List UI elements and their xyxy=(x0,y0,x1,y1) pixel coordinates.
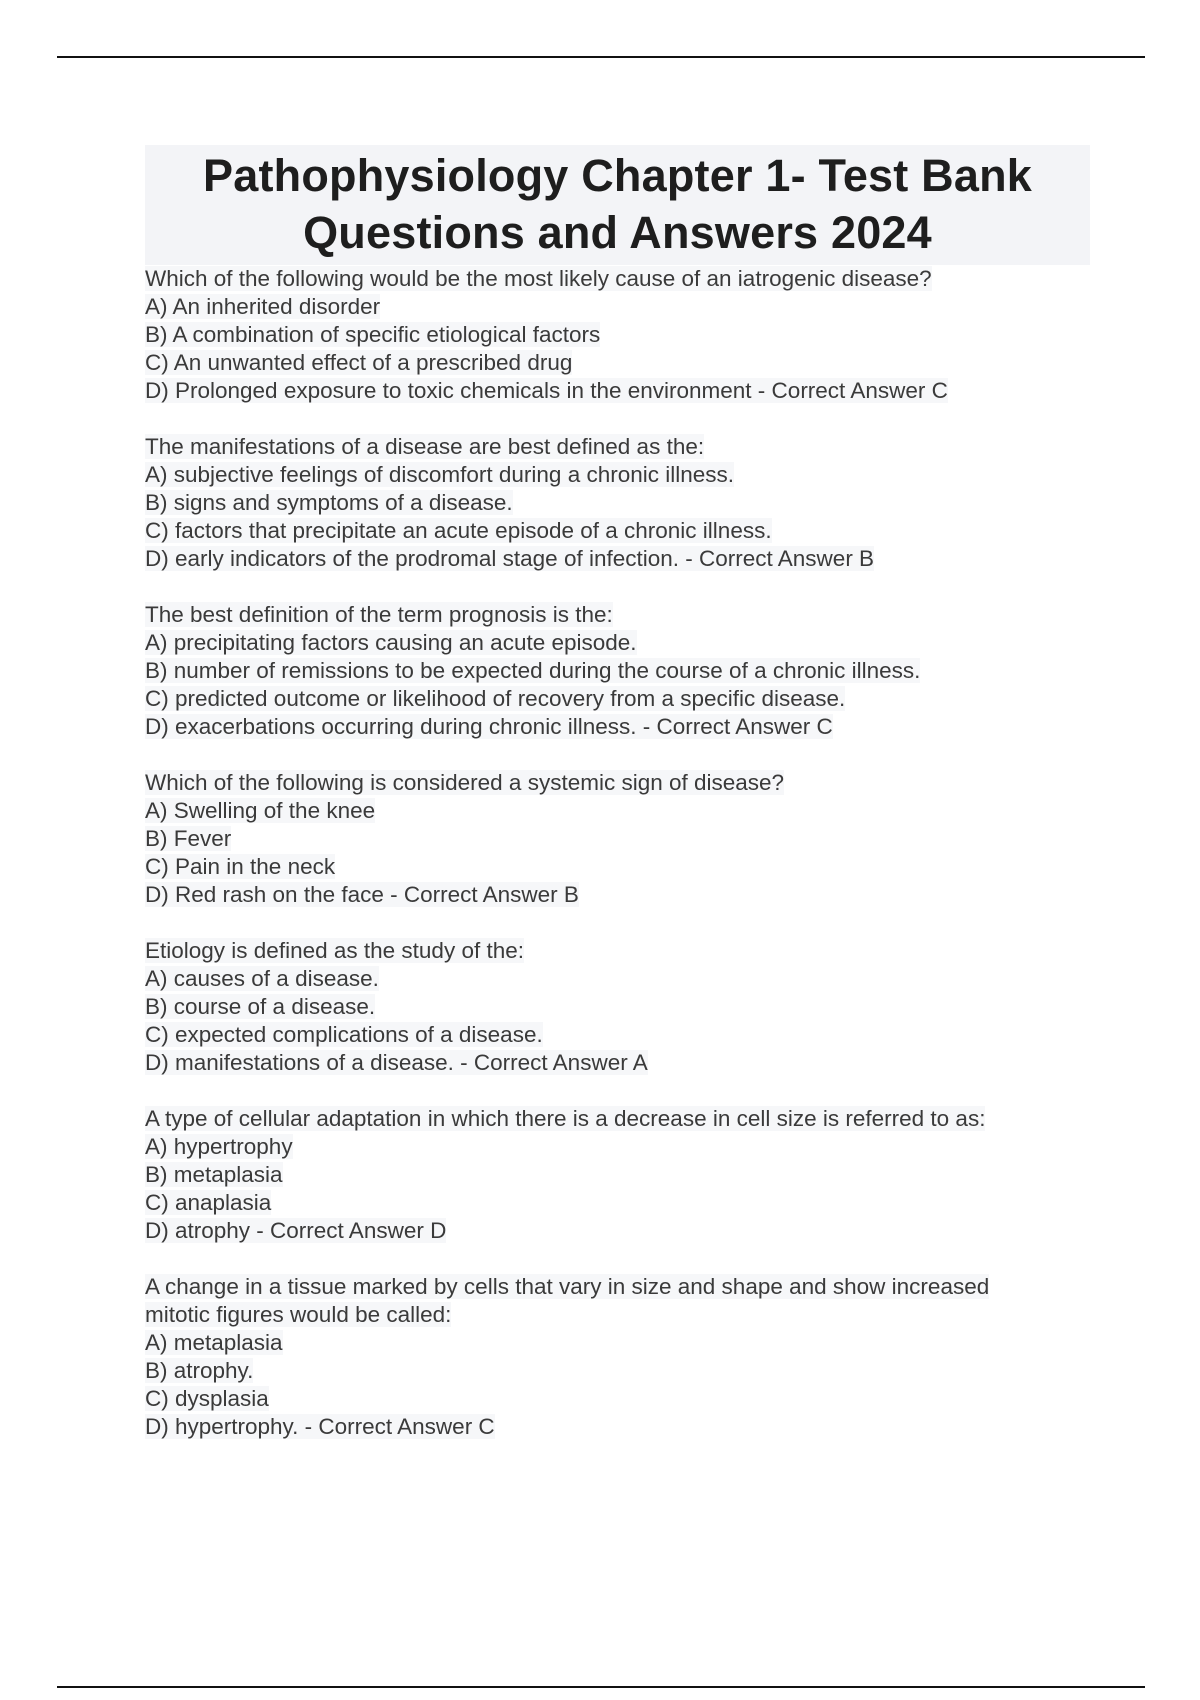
title-line-2: Questions and Answers 2024 xyxy=(303,207,932,258)
option-d-with-answer: D) Red rash on the face - Correct Answer B xyxy=(145,882,579,907)
option-d-with-answer: D) hypertrophy. - Correct Answer C xyxy=(145,1414,495,1439)
option-c: C) expected complications of a disease. xyxy=(145,1022,543,1047)
option-c: C) anaplasia xyxy=(145,1190,272,1215)
option-a: A) hypertrophy xyxy=(145,1134,293,1159)
option-b: B) metaplasia xyxy=(145,1162,283,1187)
option-c: C) Pain in the neck xyxy=(145,854,336,879)
question-2 xyxy=(145,433,1090,573)
question-1 xyxy=(145,265,1090,405)
question-stem-line-1: A change in a tissue marked by cells that vary in size and shape and show increased xyxy=(145,1274,990,1299)
option-b: B) atrophy. xyxy=(145,1358,254,1383)
option-a: A) precipitating factors causing an acute episode. xyxy=(145,630,637,655)
option-b: B) number of remissions to be expected during the course of a chronic illness. xyxy=(145,658,921,683)
option-b: B) course of a disease. xyxy=(145,994,376,1019)
document-body xyxy=(145,145,1090,1469)
document-title xyxy=(145,145,1090,265)
question-stem: A type of cellular adaptation in which there is a decrease in cell size is referred to as: xyxy=(145,1106,986,1131)
option-a: A) subjective feelings of discomfort during a chronic illness. xyxy=(145,462,735,487)
option-d-with-answer: D) exacerbations occurring during chronic illness. - Correct Answer C xyxy=(145,714,833,739)
option-c: C) An unwanted effect of a prescribed drug xyxy=(145,350,573,375)
question-7 xyxy=(145,1273,1090,1441)
bottom-rule xyxy=(57,1686,1145,1688)
question-stem: Etiology is defined as the study of the: xyxy=(145,938,524,963)
question-3 xyxy=(145,601,1090,741)
question-stem: The best definition of the term prognosis is the: xyxy=(145,602,613,627)
question-stem: Which of the following is considered a systemic sign of disease? xyxy=(145,770,785,795)
option-b: B) Fever xyxy=(145,826,232,851)
question-5 xyxy=(145,937,1090,1077)
option-b: B) signs and symptoms of a disease. xyxy=(145,490,513,515)
question-stem-line-2: mitotic figures would be called: xyxy=(145,1302,452,1327)
option-c: C) predicted outcome or likelihood of recovery from a specific disease. xyxy=(145,686,846,711)
title-line-1: Pathophysiology Chapter 1- Test Bank xyxy=(203,150,1032,201)
top-rule xyxy=(57,56,1145,58)
question-4 xyxy=(145,769,1090,909)
question-stem: The manifestations of a disease are best defined as the: xyxy=(145,434,705,459)
option-c: C) dysplasia xyxy=(145,1386,269,1411)
option-d-with-answer: D) early indicators of the prodromal stage of infection. - Correct Answer B xyxy=(145,546,875,571)
option-b: B) A combination of specific etiological factors xyxy=(145,322,601,347)
option-c: C) factors that precipitate an acute episode of a chronic illness. xyxy=(145,518,772,543)
option-a: A) An inherited disorder xyxy=(145,294,381,319)
question-list xyxy=(145,265,1090,1441)
question-stem: Which of the following would be the most likely cause of an iatrogenic disease? xyxy=(145,266,932,291)
option-d-with-answer: D) manifestations of a disease. - Correct Answer A xyxy=(145,1050,648,1075)
question-6 xyxy=(145,1105,1090,1245)
option-a: A) causes of a disease. xyxy=(145,966,379,991)
option-a: A) metaplasia xyxy=(145,1330,283,1355)
option-d-with-answer: D) atrophy - Correct Answer D xyxy=(145,1218,447,1243)
option-d-with-answer: D) Prolonged exposure to toxic chemicals in the environment - Correct Answer C xyxy=(145,378,948,403)
option-a: A) Swelling of the knee xyxy=(145,798,376,823)
